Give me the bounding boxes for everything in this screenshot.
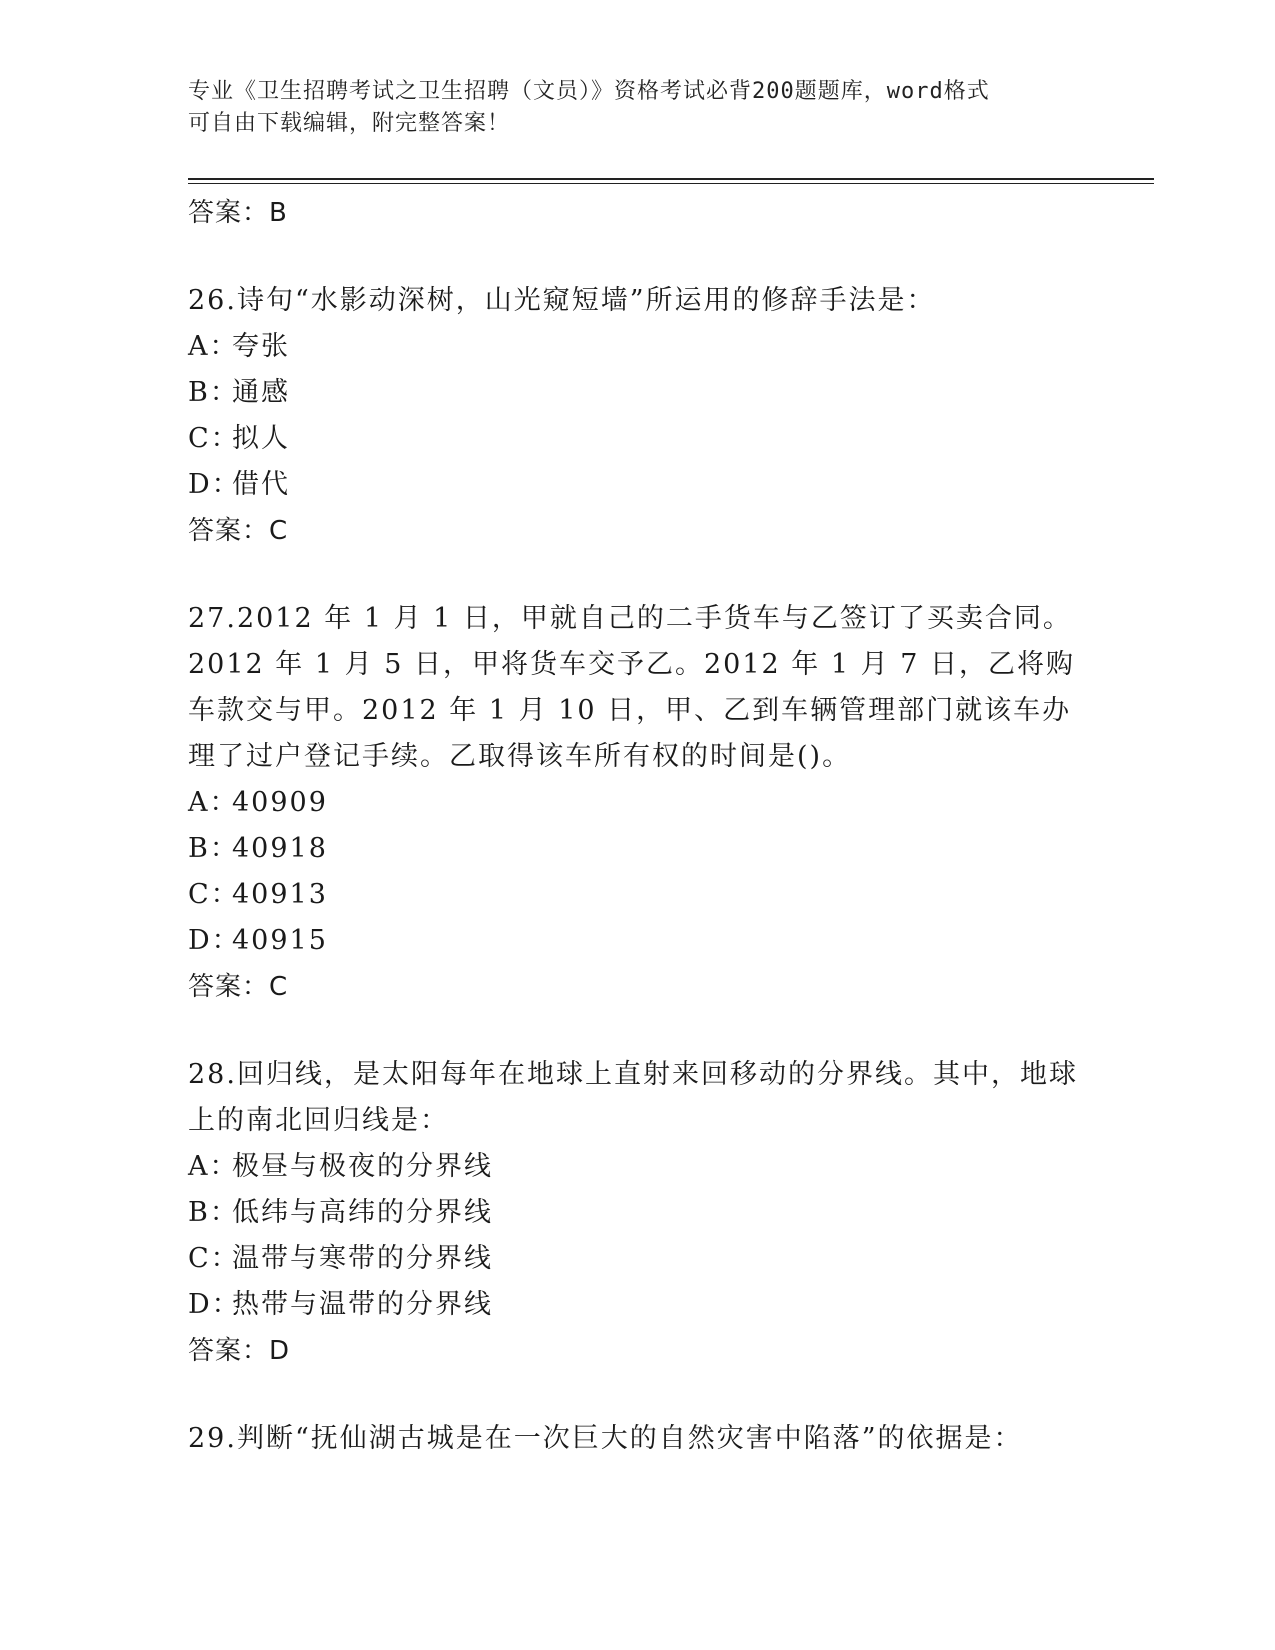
question-stem: 29.判断“抚仙湖古城是在一次巨大的自然灾害中陷落”的依据是：	[188, 1423, 1023, 1454]
header-rule-thin	[188, 183, 1154, 184]
option-text: 40918	[232, 833, 328, 864]
option-b	[188, 826, 1088, 872]
option-b	[188, 370, 1088, 416]
question-28	[188, 1052, 1088, 1374]
question-stem: 27.2012 年 1 月 1 日，甲就自己的二手货车与乙签订了买卖合同。2012 年 1 月 5 日，甲将货车交予乙。2012 年 1 月 7 日，乙将购车款交与甲。2012 年 1 月 10 日，甲、乙到车辆管理部门就该车办理了过户登记手续。乙取得该车所有权的时间是()。	[188, 603, 1075, 772]
option-key: D：	[188, 469, 241, 500]
option-d	[188, 918, 1088, 964]
option-key: C：	[188, 879, 240, 910]
option-text: 40909	[232, 787, 328, 818]
answer-line: 答案：C	[188, 972, 289, 1002]
header-line-1: 专业《卫生招聘考试之卫生招聘（文员）》资格考试必背200题题库，word格式	[188, 79, 990, 104]
question-26	[188, 278, 1088, 554]
option-text: 极昼与极夜的分界线	[232, 1151, 493, 1182]
option-text: 温带与寒带的分界线	[232, 1243, 493, 1274]
option-text: 40913	[232, 879, 328, 910]
option-a	[188, 780, 1088, 826]
answer-line: 答案：C	[188, 516, 289, 546]
option-text: 热带与温带的分界线	[232, 1289, 493, 1320]
option-d	[188, 462, 1088, 508]
option-text: 通感	[232, 377, 290, 408]
question-stem: 28.回归线，是太阳每年在地球上直射来回移动的分界线。其中，地球上的南北回归线是：	[188, 1059, 1078, 1136]
option-c	[188, 1236, 1088, 1282]
question-list	[188, 190, 1088, 1462]
option-text: 低纬与高纬的分界线	[232, 1197, 493, 1228]
option-key: B：	[188, 1197, 239, 1228]
option-key: C：	[188, 1243, 240, 1274]
option-a	[188, 1144, 1088, 1190]
option-a	[188, 324, 1088, 370]
header-rule-thick	[188, 178, 1154, 180]
option-c	[188, 872, 1088, 918]
option-key: A：	[188, 787, 239, 818]
option-text: 借代	[232, 469, 290, 500]
question-27	[188, 596, 1088, 1010]
option-key: A：	[188, 331, 239, 362]
question-29	[188, 1416, 1088, 1462]
option-text: 夸张	[232, 331, 290, 362]
option-key: B：	[188, 833, 239, 864]
option-c	[188, 416, 1088, 462]
option-key: B：	[188, 377, 239, 408]
answer-line: 答案：D	[188, 1336, 291, 1366]
option-d	[188, 1282, 1088, 1328]
option-text: 40915	[232, 925, 328, 956]
option-b	[188, 1190, 1088, 1236]
option-key: D：	[188, 925, 241, 956]
answer-line: 答案：B	[188, 198, 288, 228]
question-stem: 26.诗句“水影动深树，山光窥短墙”所运用的修辞手法是：	[188, 285, 936, 316]
document-header	[188, 76, 1068, 140]
option-text: 拟人	[232, 423, 290, 454]
option-key: A：	[188, 1151, 239, 1182]
header-line-2: 可自由下载编辑，附完整答案！	[188, 111, 511, 136]
option-key: C：	[188, 423, 240, 454]
option-key: D：	[188, 1289, 241, 1320]
